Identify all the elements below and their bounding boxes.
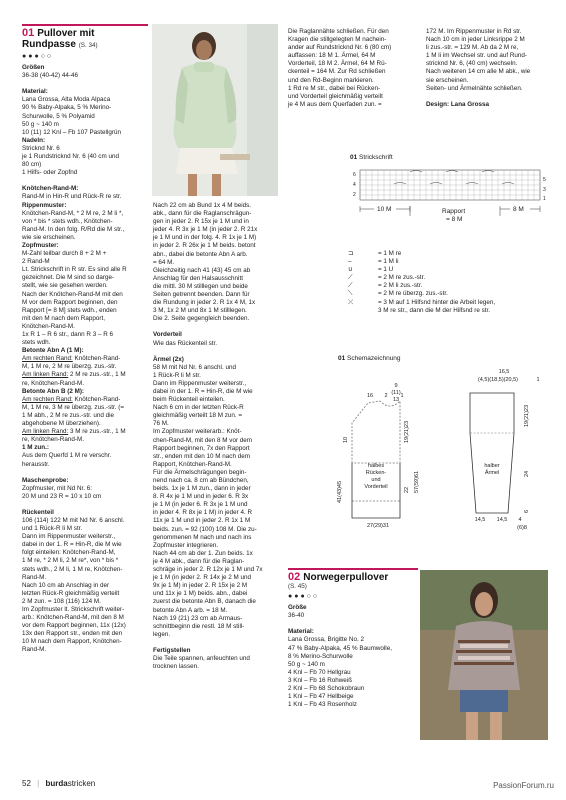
svg-text:22: 22 [404,486,410,494]
text-line: herausstr. [22,460,50,468]
text-line: 1 Rd re M str., dabei bei Rücken- [288,84,381,92]
text-line: stricknd Nr. 6, (40 cm) wechseln. [426,60,518,68]
text-line: Fertigstellen [153,646,191,654]
svg-text:10 M: 10 M [377,206,392,214]
symbol-legend [348,250,558,315]
text-line: 1 M abh., 2 M re zus.-str. und die [22,411,115,419]
svg-text:4: 4 [518,517,522,524]
text-line: Material: [288,628,314,636]
text-line: je 1 M (in jeder 6. R 3x je 1 M und [153,501,248,509]
text-line: von * bis * stets wdh., Knötchen- [22,217,113,225]
text-line: = 64 M. [153,258,175,266]
text-line: Nach 22 cm ab Bund 1x 4 M beids. [153,202,252,209]
svg-text:6: 6 [524,510,530,514]
text-line: arb.: Knötchen-Rand-M, mit den 8 M [22,614,124,622]
legend-symbol-icon: ⟋ [348,282,353,290]
text-line: re, Knötchen-Rand-M. [22,379,84,387]
legend-item [348,307,558,315]
text-line: dabei in der 1. R = Hin-R, die M wie [22,541,122,549]
svg-text:27(29)31: 27(29)31 [366,523,390,530]
text-line: Zopfmuster integrieren. [153,541,219,549]
text-line: 50 g ~ 140 m [22,120,59,128]
text-line: Größe [288,604,307,612]
text-line: Design: Lana Grossa [426,100,489,108]
svg-text:Rapport: Rapport [442,208,466,216]
text-line: 36-40 [288,612,305,620]
knitting-chart: 01 Strickschrift 6 4 2 5 3 1 10 M Rapport = 8 M 8 M [350,154,550,245]
svg-text:Rücken-: Rücken- [365,470,387,477]
text-line: 2 Knl – Fb 68 Schokobraun [288,685,365,693]
text-line: je 4 M aus dem Querfaden zun. = [288,100,382,108]
text-line: sie erscheinen. [426,76,469,84]
text-line: Rapport [= 8 M] stets wdh., enden [22,306,117,314]
text-line: gleichmäßig verteilt 18 M zun. = [153,412,243,420]
text-line: die Rundung in jeder 2. R 1x 4 M, 1x [153,299,256,307]
text-line: 76 M. [153,420,169,428]
legend-text: = 2 M re überzg. zus.-str. [378,290,448,298]
text-line: 20 M und 23 R = 10 x 10 cm [22,492,102,500]
text-line: chen-Rand-M, mit den 8 M vor dem [153,436,253,444]
svg-text:halber: halber [484,463,500,470]
text-line: 3 M, 1x 2 M und 8x 1 M stilllegen. [153,307,247,315]
svg-text:14,5: 14,5 [496,517,508,524]
text-line: Aus dem Querfd 1 M re verschr. [22,452,112,460]
text-line: Wie das Rückenteil str. [153,339,218,347]
svg-text:2: 2 [353,192,356,199]
svg-text:9: 9 [394,383,398,390]
page-number: 52 [22,778,31,788]
text-line: auffassen: 18 M 1. Ärmel, 64 M [288,52,376,60]
text-line: Im Zopfmuster weiterarb.: Knöt- [153,428,242,436]
legend-text: = 1 M li [378,258,399,266]
text-line: Lana Grossa, Alta Moda Alpaca [22,96,111,104]
text-line: Rückenteil [22,508,54,516]
text-line: Lt. Strickschrift in R str. Es sind alle R [22,266,127,274]
svg-text:1: 1 [536,377,540,384]
text-line: und 11x je 1 M) beids. abn., dabei [153,590,248,598]
pattern-01-column [22,28,152,655]
text-line: abn., dabei die betonte Abn A arb. [153,250,248,258]
svg-text:8 M: 8 M [513,206,524,214]
text-line: 2 Rand-M [22,258,50,266]
text-line [288,620,418,628]
text-line: 8. R 4x je 1 M und in jeder 6. R 3x [153,493,249,501]
text-line: 1 Rück-R li M str. [153,371,201,379]
chart-grid [350,162,550,242]
legend-text: 3 M re str., dann die M der Hilfsnd re str. [378,306,490,314]
text-line: M vor dem Rapport beginnen, den [22,298,118,306]
text-line [22,469,152,477]
text-line: je 1 M und in der folg. 4. R 1x je 1 M) [153,234,257,242]
text-line: Für die Ärmelschrägungen begin- [153,468,247,476]
text-line: 1 M li im Wechsel str. und auf Rund- [426,52,528,60]
text-line: Ärmel (2x) [153,355,184,363]
text-line: und 1 Rück-R li M str. [22,525,83,533]
legend-item [348,274,558,282]
svg-text:57(59)61: 57(59)61 [414,471,420,494]
legend-symbol-icon: – [348,258,352,266]
svg-text:16,5: 16,5 [498,369,510,376]
text-line: 13x den Rapport str., enden mit den [22,630,123,638]
svg-text:24: 24 [524,470,530,478]
text-line: gen in jeder 2. R 15x je 1 M und in [153,218,249,226]
schematic: 01 Schemazeichnung halbes Rücken- und Vorderteil 9 (11) 13 16 2 1 27(29)31 10 41(43)45 19(21)23 22 57(59)61 halber Ärmel 16,5 (4,5)(18,5)(20,5) 1 14,5 14,5 4 (6)8 19(21)23 24 6 [338,355,558,536]
text-line: je 1 M (in jeder 2. R 14x je 2 M und [153,574,251,582]
text-line: stets wdh., 2 M li, 1 M re, Knötchen- [22,565,123,573]
text-line [426,93,556,101]
text-line: 8 % Merino-Schurwolle [288,652,353,660]
text-line: Seiten getrennt beenden. Dann für [153,291,250,299]
legend-item [348,282,558,290]
text-line: re, Knötchen-Rand-M. [22,436,84,444]
legend-item [348,250,558,258]
text-line: 106 (114) 122 M mit Nd Nr. 6 anschl. [22,516,125,524]
text-line: 2 M zun. = 108 (116) 124 M. [22,597,101,605]
text-line: in jeder 2. R 26x je 1 M beids. betont [153,242,256,250]
text-line: in jeder 4. R 8x je 1 M) in jeder 4. R [153,509,253,517]
text-line: je 1 Rundstricknd Nr. 6 (40 cm und [22,153,119,161]
pattern-02-column: 02 Norwegerpullover (S. 45) ●●●○○ Größe 36-40 Material: Lana Grossa, Brigitte No. 2 47 % Baby-Alpaka, 45 % Baumwolle, 8 % Merino-Schurwolle 50 g ~ 140 m 4 Knl – Fb 70 Hellgrau 3 Knl – Fb 16 Rohweiß 2 Knl – Fb 68 Schokobraun 1 Knl – Fb 47 Hellbeige 1 Knl – Fb 43 Rosenholz [288,572,418,709]
text-line [22,501,152,509]
svg-text:und: und [371,477,381,484]
text-line: Rippenmuster: [22,201,67,209]
text-line: Nach 10 cm ab Anschlag in der [22,581,110,589]
text-line: nend nach ca. 8 cm ab Bündchen, [153,477,249,484]
text-line: 47 % Baby-Alpaka, 45 % Baumwolle, [288,644,392,652]
text-line: Betonte Abn A (1 M): [22,347,84,355]
text-line: jeder 4. R 3x je 1 M (in jeder 2. R 21x [153,226,258,234]
text-line: schräge in jeder 2. R 12x je 1 M und 7x [153,566,263,574]
text-line: Knötchen-Rand-M. [22,322,75,330]
text-line: Vorderteil [153,331,182,339]
text-line: 90 % Baby-Alpaka, 5 % Merino- [22,104,112,112]
legend-item [348,266,558,274]
page-ref: (S. 34) [78,42,98,49]
text-line: ander auf Rundstricknd Nr. 6 (80 cm) [288,44,392,52]
text-line: li zus.-str. = 129 M. Ab da 2 M re, [426,44,519,52]
text-line: trocknen lassen. [153,663,199,671]
svg-text:= 8 M: = 8 M [446,216,463,224]
text-line: 9x je 1 M) in jeder 2. R 15x je 2 M [153,582,248,590]
text-line: Nach 10 cm in jeder Linksrippe 2 M [426,36,525,44]
text-line: stellt, wie sie gesehen werden. [22,282,108,290]
svg-text:14,5: 14,5 [474,517,486,524]
text-line: Knötchen-Rand-M: [22,185,79,193]
collar-text [426,28,556,109]
text-line: Betonte Abn B (2 M): [22,387,85,395]
pattern-01-title: 01 Pullover mit Rundpasse (S. 34) [22,27,98,50]
legend-symbol-icon: ⤫ [348,298,354,306]
text-line: Rand-M in Hin-R und Rück-R re str. [22,193,122,201]
pattern-01-text [22,64,152,654]
svg-text:13: 13 [392,397,400,404]
text-line: Rapport beginnen, 7x den Rapport [153,444,250,452]
text-line [153,323,283,331]
svg-text:(6)8: (6)8 [517,525,527,532]
text-line: Gleichzeitig nach 41 (43) 45 cm ab [153,266,251,274]
text-line: 11x je 1 M und in jeder 2. R 1x 1 M [153,517,251,525]
text-line: Nach 19 (21) 23 cm ab Armaus- [153,614,243,622]
text-line: Am linken Rand: 3 M re zus.-str., 1 M [22,428,126,436]
text-line [153,348,283,356]
text-line: letzten Rück-R gleichmäßig verteilt [22,589,120,597]
legend-text: = 1 M re [378,250,402,257]
text-line: Im Zopfmuster lt. Strickschrift weiter- [22,606,125,613]
svg-text:1: 1 [400,393,404,400]
text-line: Am linken Rand: 2 M re zus.-str., 1 M [22,371,126,379]
text-line: vor dem Rapport beginnen, 11x (12x) [22,622,126,630]
norwegerpullover-photo [420,570,548,740]
text-line: Stricknd Nr. 6 [22,144,60,152]
text-line: Lana Grossa, Brigitte No. 2 [288,636,364,644]
text-line: Die 2. Seite gegengleich beenden. [153,315,250,323]
text-line: abk., dann für die Raglanschrägun- [153,210,252,218]
text-line: Schurwolle, 5 % Polyamid [22,112,95,120]
text-line: str., enden mit den 10 M nach dem [153,452,250,460]
svg-text:(11): (11) [391,390,401,397]
text-line: 172 M. Im Rippenmuster in Rd str. [426,28,522,35]
text-line: Maschenprobe: [22,476,69,484]
text-line: Nach 44 cm ab der 1. Zun beids. 1x [153,549,253,557]
text-line: Rand-M. [22,573,47,581]
legend-symbol-icon: ⊐ [348,250,354,257]
text-line: Die Raglannähte schließen. Für den [288,28,389,35]
text-line: Rand-M. In den folg. R/Rd die M str., [22,225,125,233]
text-line: beids. zun. = 92 (100) 108 M. Die zu- [153,525,257,533]
text-line: beim Rückenteil einteilen. [153,396,225,404]
text-line: mit den M nach dem Rapport, [22,314,105,322]
svg-text:41(43)45: 41(43)45 [337,481,343,504]
legend-symbol-icon: ∪ [348,266,353,274]
text-line: 1 Hilfs- oder Zopfnd [22,169,78,177]
text-line: Zopfmuster: [22,241,59,249]
text-line: Seiten- und Ärmelnähte schließen. [426,84,523,92]
text-line: Am rechten Rand: Knötchen-Rand- [22,355,121,363]
text-line: 1 Knl – Fb 43 Rosenholz [288,701,357,709]
text-line: die mittl. 30 M stilllegen und beide [153,282,248,290]
text-line: Vorderteil, 18 M 2. Ärmel, 64 M Rü- [288,60,387,68]
text-line: folgt einteilen: Knötchen-Rand-M, [22,549,116,557]
pullover-photo [152,24,278,196]
text-line: M-Zahl teilbar durch 8 + 2 M + [22,250,107,258]
text-line: 58 M mit Nd Nr. 6 anschl. und [153,363,236,371]
text-line: Knötchen-Rand-M, * 2 M re, 2 M li *, [22,209,124,217]
text-line: und Vorderteil gleichmäßig verteilt [288,92,383,100]
legend-symbol-icon: ⟍ [348,290,353,298]
text-line: 1x R 1 – R 6 str., dann R 3 – R 6 [22,331,114,338]
text-line: 80 cm) [22,161,42,169]
text-line: abgehobene M überziehen). [22,420,101,428]
svg-text:halbes: halbes [367,463,385,470]
svg-text:2: 2 [384,393,388,400]
text-line: ckenteil = 164 M. Zur Rd schließen [288,68,386,76]
legend-item [348,290,558,298]
svg-text:3: 3 [543,187,546,194]
text-line: gezeichnet. Die M sind so darge- [22,274,115,282]
header-rule [22,24,148,26]
text-line: Kragen die stillgelegten M nachein- [288,36,387,44]
text-line: beids. 1x je 1 M zun., dann in jeder [153,485,251,493]
svg-text:Vorderteil: Vorderteil [364,484,388,491]
watermark: PassionForum.ru [493,780,554,790]
legend-item [348,258,558,266]
svg-text:19(21)23: 19(21)23 [404,421,410,444]
svg-text:1: 1 [543,196,546,203]
text-line: stets wdh. [22,339,51,347]
text-line: Dann im Rippenmuster weiterstr., [22,533,116,541]
svg-text:(4,5)(18,5)(20,5): (4,5)(18,5)(20,5) [477,377,519,384]
text-line: betonte Abn A arb. = 18 M. [153,606,228,614]
legend-text: = 1 U [378,266,394,274]
text-line: dabei in der 1. R = Hin-R, die M wie [153,387,253,395]
svg-text:Ärmel: Ärmel [484,470,500,477]
text-line: Nach weiteren 14 cm alle M abk., wie [426,68,531,76]
text-line: genommenen M nach und nach ins [153,533,252,541]
legend-text: = 3 M auf 1 Hilfsnd hinter die Arbeit legen, [378,298,496,306]
text-line: zuerst die betonte Abn B, danach die [153,598,256,606]
text-line: Rapport, Knötchen-Rand-M. [153,460,232,468]
text-line: Die Teile spannen, anfeuchten und [153,654,250,662]
text-line: Rand-M. [22,646,47,654]
legend-text: = 2 M re zus.-str. [378,274,426,282]
text-line: 50 g ~ 140 m [288,660,325,668]
text-line: je 4 M abk., dann für die Raglan- [153,557,245,565]
text-line: 1 M zun.: [22,444,49,452]
text-line [22,177,152,185]
text-line: 4 Knl – Fb 70 Hellgrau [288,668,351,676]
text-line: 10 (11) 12 Knl – Fb 107 Pastellgrün [22,128,121,136]
difficulty-rating: ●●●○○ [22,53,54,60]
text-line: Am rechten Rand: Knötchen-Rand- [22,395,121,403]
text-line [153,639,283,647]
finishing-text [288,28,420,109]
text-line: 10 M nach dem Rapport, Knötchen- [22,638,122,646]
footer: 52 | burdastricken [22,778,96,788]
text-line: Anschlag für den Halsausschnitt [153,274,243,282]
text-line: 3 Knl – Fb 16 Rohweiß [288,676,353,684]
text-line: Nadeln: [22,136,46,144]
text-line: Zopfmuster, mit Nd Nr. 6: [22,484,92,492]
text-line [22,80,152,88]
text-line: schnittbeginn die restl. 18 M still- [153,622,245,630]
svg-text:5: 5 [543,177,546,184]
brand-logo: burda [45,778,68,788]
text-line: M, 1 M re, 2 M re überzg. zus.-str. [22,363,117,371]
text-line: Material: [22,88,48,96]
legend-symbol-icon: ⟋ [348,274,353,282]
schematic-drawing [338,363,558,533]
legend-text: = 2 M li zus.-str. [378,282,423,290]
pattern-number: 01 [22,27,35,39]
text-line: Nach 6 cm in der letzten Rück-R [153,404,244,412]
svg-text:6: 6 [353,172,356,179]
text-line: legen. [153,630,171,638]
pattern-01-text-cont [153,202,283,671]
text-line: Dann im Rippenmuster weiterstr., [153,379,247,387]
svg-text:19(21)23: 19(21)23 [524,405,530,428]
legend-item [348,299,558,307]
pattern-02-rule [288,568,418,570]
text-line: 36-38 (40-42) 44-46 [22,72,79,80]
text-line: 1 Knl – Fb 47 Hellbeige [288,693,354,701]
text-line: Größen [22,64,45,72]
svg-text:10: 10 [343,436,349,444]
svg-text:4: 4 [353,182,356,189]
text-line: 1 M re, * 2 M li, 2 M re*, von * bis * [22,557,119,565]
text-line: und den Rd-Beginn markieren. [288,76,374,84]
text-line: Nach der Knötchen-Rand-M mit den [22,290,123,298]
text-line: wie sie erscheinen. [22,233,76,241]
svg-text:16: 16 [366,393,374,400]
text-line: M, 1 M re, 3 M re überzg. zus.-str. (= [22,403,125,411]
